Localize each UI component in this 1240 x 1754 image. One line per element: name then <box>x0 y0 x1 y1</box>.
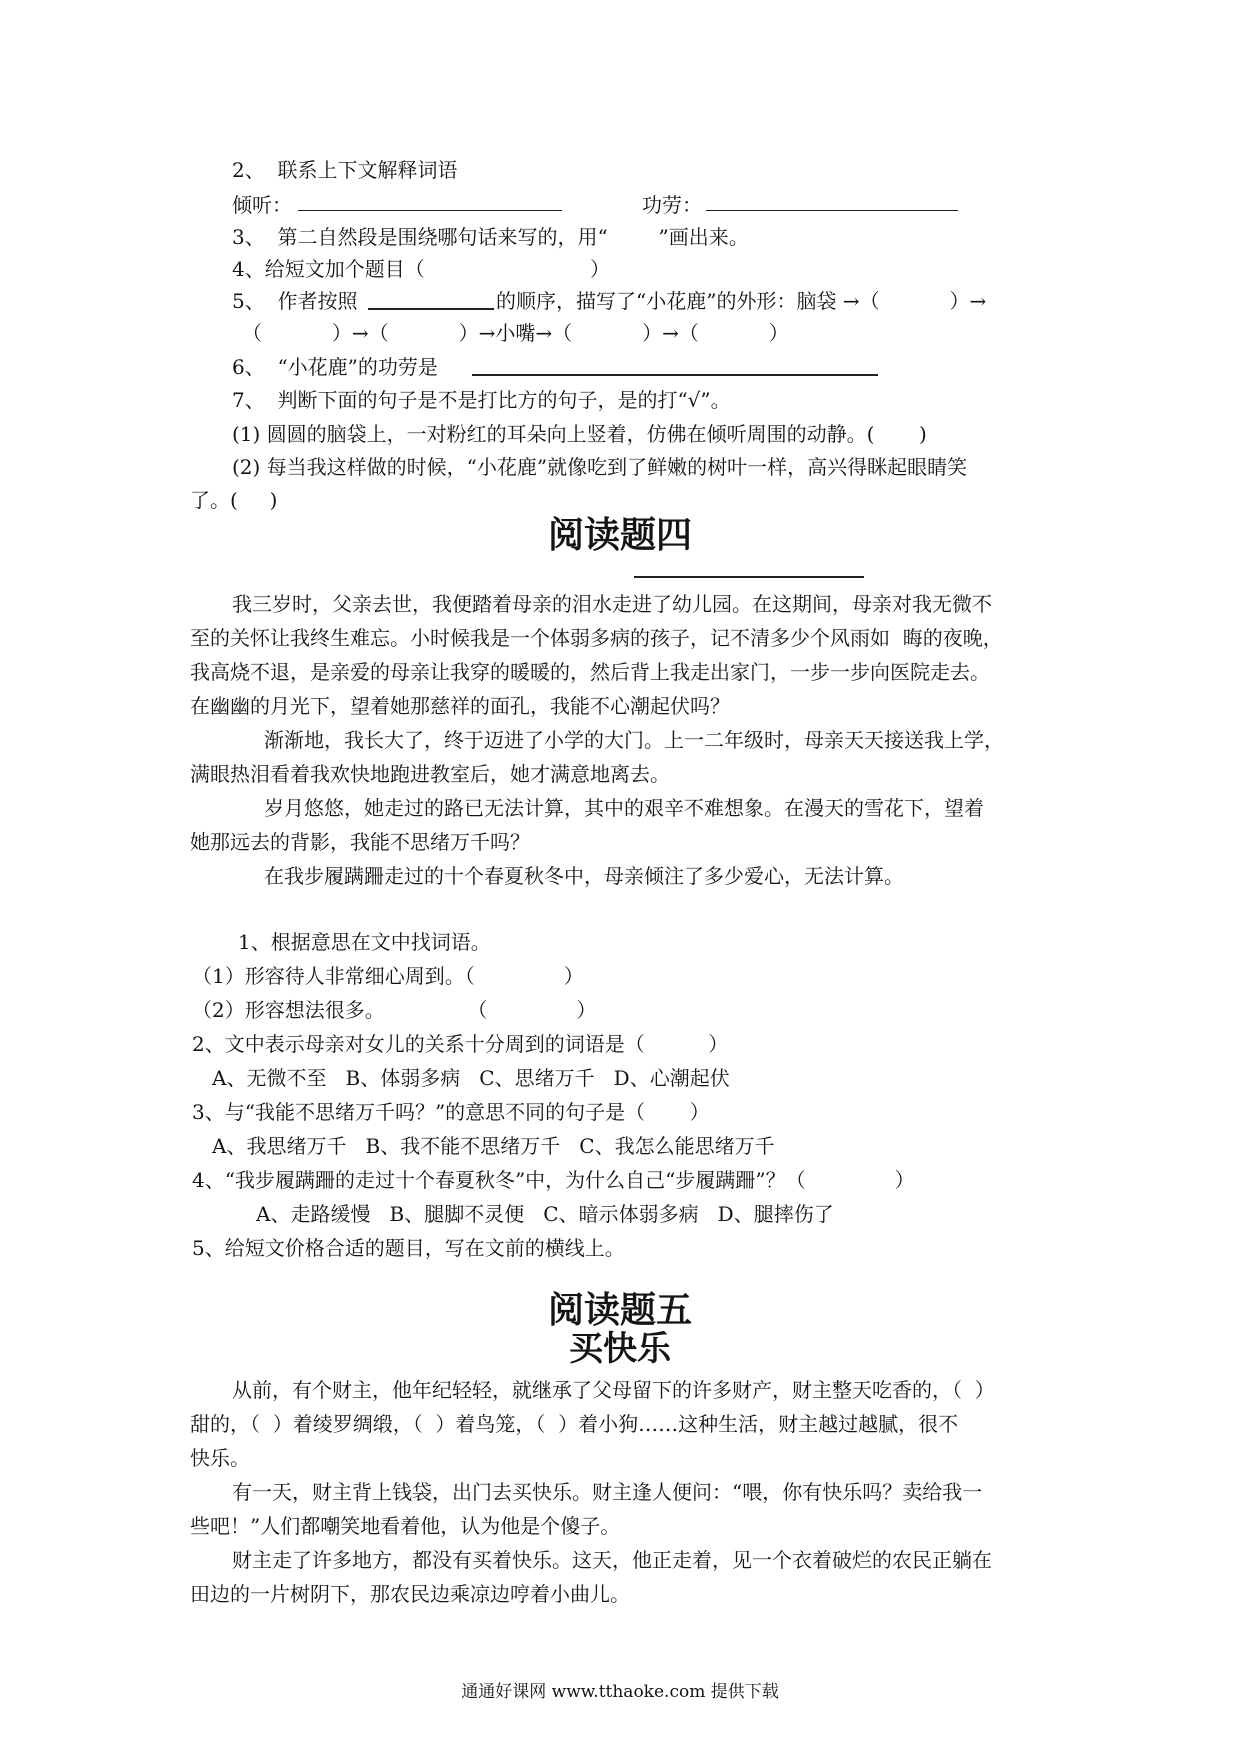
s4-passage-line: 在幽幽的月光下，望着她那慈祥的面孔，我能不心潮起伏吗？ <box>190 694 730 718</box>
s4-passage-line: 渐渐地，我长大了，终于迈进了小学的大门。上一二年级时，母亲天天接送我上学， <box>264 728 1004 752</box>
section5-title: 阅读题五 <box>547 1289 692 1331</box>
s4-passage-line: 我高烧不退，是亲爱的母亲让我穿的暖暖的，然后背上我走出家门，一步一步向医院走去。 <box>190 660 990 684</box>
s5-passage-line: 田边的一片树阴下，那农民边乘凉边哼着小曲儿。 <box>190 1582 630 1606</box>
q7-item-1: (1) 圆圆的脑袋上，一对粉红的耳朵向上竖着，仿佛在倾听周围的动静。( ) <box>232 422 927 446</box>
s4-question: 5、给短文价格合适的题目，写在文前的横线上。 <box>192 1236 625 1260</box>
s5-passage-line: 甜的，（ ）着绫罗绸缎，（ ）着鸟笼，（ ）着小狗……这种生活，财主越过越腻，很不 <box>190 1412 959 1436</box>
s4-passage-line: 岁月悠悠，她走过的路已无法计算，其中的艰辛不难想象。在漫天的雪花下，望着 <box>264 796 984 820</box>
s5-passage-line: 快乐。 <box>190 1446 250 1470</box>
s5-passage-line: 有一天，财主背上钱袋，出门去买快乐。财主逢人便问：“喂，你有快乐吗？卖给我一 <box>232 1480 983 1504</box>
q6-line: 6、 “小花鹿”的功劳是 <box>232 355 438 379</box>
page-footer: 通通好课网 www.tthaoke.com 提供下载 <box>461 1682 779 1702</box>
s5-passage-line: 财主走了许多地方，都没有买着快乐。这天，他正走着，见一个衣着破烂的农民正躺在 <box>232 1548 992 1572</box>
q7-line: 7、 判断下面的句子是不是打比方的句子，是的打“√”。 <box>232 388 731 412</box>
q6-blank[interactable] <box>472 374 878 376</box>
s5-passage-line: 从前，有个财主，他年纪轻轻，就继承了父母留下的许多财产，财主整天吃香的，（ ） <box>232 1378 995 1402</box>
s4-question: 3、与“我能不思绪万千吗？”的意思不同的句子是（ ） <box>192 1100 710 1124</box>
q5-blank[interactable] <box>368 308 494 310</box>
s5-passage-line: 些吧！”人们都嘲笑地看着他，认为他是个傻子。 <box>190 1514 621 1538</box>
q2-word2-label: 功劳： <box>642 193 702 217</box>
section4-title-blank[interactable] <box>634 576 864 578</box>
s4-passage-line: 我三岁时，父亲去世，我便踏着母亲的泪水走进了幼儿园。在这期间，母亲对我无微不 <box>232 592 992 616</box>
section4-title: 阅读题四 <box>547 514 692 556</box>
q2-line: 2、 联系上下文解释词语 <box>232 158 458 182</box>
s4-passage-line: 在我步履蹒跚走过的十个春夏秋冬中，母亲倾注了多少爱心，无法计算。 <box>264 864 904 888</box>
q7-item-2a: (2) 每当我这样做的时候，“小花鹿”就像吃到了鲜嫩的树叶一样，高兴得眯起眼睛笑 <box>232 455 968 479</box>
s4-passage-line: 至的关怀让我终生难忘。小时候我是一个体弱多病的孩子，记不清多少个风雨如 晦的夜晚， <box>190 626 1003 650</box>
q2-word2-blank[interactable] <box>706 210 958 211</box>
s4-question: 4、“我步履蹒跚的走过十个春夏秋冬”中，为什么自己“步履蹒跚”？（ ） <box>192 1168 915 1192</box>
q5-part-b: 的顺序，描写了“小花鹿”的外形：脑袋 →（ ）→ <box>496 289 987 313</box>
q5-part-a: 5、 作者按照 <box>232 289 358 313</box>
q3-line: 3、 第二自然段是围绕哪句话来写的，用“ ”画出来。 <box>232 225 749 249</box>
s4-question-options: A、无微不至 B、体弱多病 C、思绪万千 D、心潮起伏 <box>212 1066 730 1090</box>
q4-line: 4、给短文加个题目（ ） <box>232 257 611 281</box>
q7-item-2b: 了。( ) <box>190 488 278 512</box>
s4-passage-line: 满眼热泪看着我欢快地跑进教室后，她才满意地离去。 <box>190 762 670 786</box>
s4-question: （1）形容待人非常细心周到。（ ） <box>192 964 584 988</box>
q2-word1-blank[interactable] <box>298 210 562 211</box>
s4-question: 1、根据意思在文中找词语。 <box>238 930 491 954</box>
s4-passage-line: 她那远去的背影，我能不思绪万千吗？ <box>190 830 530 854</box>
s4-question: （2）形容想法很多。 （ ） <box>192 998 597 1022</box>
section5-subtitle: 买快乐 <box>569 1329 671 1369</box>
s4-question: 2、文中表示母亲对女儿的关系十分周到的词语是（ ） <box>192 1032 729 1056</box>
q2-word1-label: 倾听： <box>232 193 292 217</box>
q5-part-c: （ ）→（ ）→小嘴→（ ）→（ ） <box>242 321 789 345</box>
s4-question-options: A、我思绪万千 B、我不能不思绪万千 C、我怎么能思绪万千 <box>212 1134 775 1158</box>
s4-question-options: A、走路缓慢 B、腿脚不灵便 C、暗示体弱多病 D、腿摔伤了 <box>256 1202 834 1226</box>
